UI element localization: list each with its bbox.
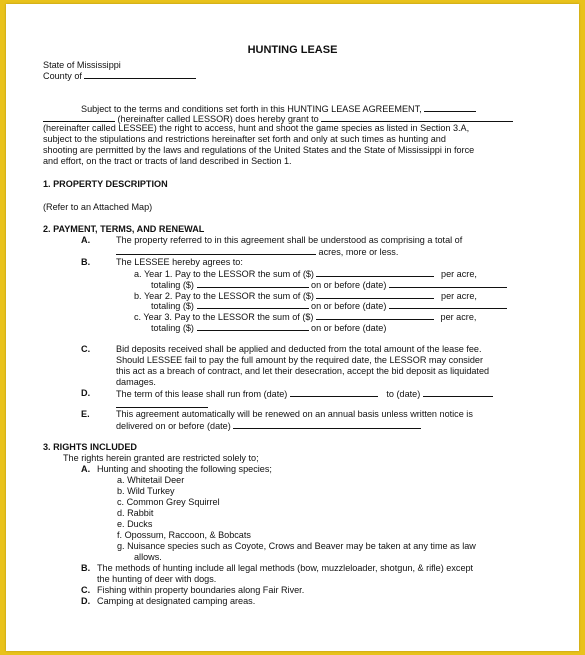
term-end-blank[interactable]	[423, 388, 493, 397]
section-2c-line-1: Bid deposits received shall be applied and deducted from the total amount of the lease fee.	[116, 344, 482, 354]
section-3a-text: Hunting and shooting the following species;	[97, 464, 272, 474]
species-item-cont: allows.	[134, 552, 162, 562]
section-3b-line-1: The methods of hunting include all legal methods (bow, muzzleloader, shotgun, & rifle) except	[97, 563, 474, 573]
species-item: d. Rabbit	[117, 508, 154, 518]
section-2a-line-2-text: acres, more or less.	[318, 247, 399, 257]
year-3-due-label: on or before (date)	[311, 323, 387, 333]
species-item: a. Whitetail Deer	[117, 475, 185, 485]
section-2d-letter: D.	[81, 388, 91, 398]
section-2d-to: to (date)	[386, 389, 421, 399]
year-2-due-blank[interactable]	[389, 300, 507, 309]
section-2a-line-1: The property referred to in this agreement shall be understood as comprising a total of	[116, 235, 463, 245]
year-2-due-label: on or before (date)	[311, 301, 387, 311]
section-3a-letter: A.	[81, 464, 91, 474]
intro-line-4: subject to the stipulations and restrictions hereinafter set forth and only at such times as hunting and	[43, 134, 446, 144]
renewal-date-blank[interactable]	[233, 420, 421, 429]
year-3-sum-blank[interactable]	[316, 311, 434, 320]
year-3-label: c. Year 3. Pay to the LESSOR the sum of ($)	[134, 312, 314, 322]
agreement-blank[interactable]	[424, 103, 476, 112]
year-2-per: per acre,	[441, 291, 477, 301]
acres-blank[interactable]	[116, 246, 316, 255]
section-2a-letter: A.	[81, 235, 91, 245]
section-1-text: (Refer to an Attached Map)	[43, 202, 153, 212]
section-3d-text: Camping at designated camping areas.	[97, 596, 256, 606]
section-3d-letter: D.	[81, 596, 91, 606]
section-2-heading: 2. PAYMENT, TERMS, AND RENEWAL	[43, 224, 205, 234]
section-3c-letter: C.	[81, 585, 91, 595]
year-2-total-label: totaling ($)	[151, 301, 194, 311]
year-1-label: a. Year 1. Pay to the LESSOR the sum of ($)	[134, 269, 314, 279]
document-title: HUNTING LEASE	[247, 44, 338, 56]
section-3-intro: The rights herein granted are restricted solely to;	[63, 453, 259, 463]
year-1-total-label: totaling ($)	[151, 280, 194, 290]
intro-line-5: shooting are permitted by the laws and regulations of the United States and the State of Mississippi in force	[43, 145, 475, 155]
intro-text-1: Subject to the terms and conditions set forth in this HUNTING LEASE AGREEMENT,	[81, 104, 422, 114]
section-2c-line-4: damages.	[116, 377, 156, 387]
section-2e-letter: E.	[81, 409, 90, 419]
section-3b-letter: B.	[81, 563, 91, 573]
section-3-heading: 3. RIGHTS INCLUDED	[43, 442, 137, 452]
section-2c-letter: C.	[81, 344, 91, 354]
document-page	[6, 4, 579, 651]
species-item: c. Common Grey Squirrel	[117, 497, 220, 507]
section-2e-line-2-text: delivered on or before (date)	[116, 421, 231, 431]
lessor-blank[interactable]	[43, 113, 115, 122]
state-line: State of Mississippi	[43, 60, 121, 70]
intro-line-6: and effort, on the tract or tracts of land described in Section 1.	[43, 156, 292, 166]
section-3c-text: Fishing within property boundaries along Fair River.	[97, 585, 305, 595]
intro-text-2: (hereinafter called LESSOR) does hereby grant to	[117, 114, 319, 124]
species-item: f. Opossum, Raccoon, & Bobcats	[117, 530, 251, 540]
species-item: g. Nuisance species such as Coyote, Crows and Beaver may be taken at any time as law	[117, 541, 476, 551]
county-label: County of	[43, 71, 82, 81]
section-3b-line-2: the hunting of deer with dogs.	[97, 574, 217, 584]
lessee-blank[interactable]	[321, 113, 513, 122]
section-2c-line-3: this act as a breach of contract, and let their desecration, accept the bid deposit as liquidated	[116, 366, 490, 376]
year-2-total-blank[interactable]	[197, 300, 309, 309]
section-2b-intro: The LESSEE hereby agrees to:	[116, 257, 243, 267]
year-3-total-row	[151, 322, 386, 334]
section-2b-letter: B.	[81, 257, 91, 267]
species-item: e. Ducks	[117, 519, 153, 529]
year-1-due-blank[interactable]	[389, 279, 507, 288]
year-3-total-blank[interactable]	[197, 322, 309, 331]
year-2-sum-blank[interactable]	[316, 290, 434, 299]
year-3-per: per acre,	[440, 312, 477, 322]
year-1-due-label: on or before (date)	[311, 280, 387, 290]
section-2e-line-1: This agreement automatically will be renewed on an annual basis unless written notice is	[116, 409, 473, 419]
county-line	[43, 70, 196, 82]
section-2c-line-2: Should LESSEE fail to pay the full amount by the required date, the LESSOR may consider	[116, 355, 483, 365]
year-2-label: b. Year 2. Pay to the LESSOR the sum of ($)	[134, 291, 314, 301]
year-1-total-blank[interactable]	[197, 279, 309, 288]
year-1-per: per acre,	[441, 269, 477, 279]
term-start-blank[interactable]	[290, 388, 378, 397]
section-2d-text: The term of this lease shall run from (date)	[116, 389, 288, 399]
year-3-total-label: totaling ($)	[151, 323, 194, 333]
intro-line-3: (hereinafter called LESSEE) the right to access, hunt and shoot the game species as listed in Section 3.A,	[43, 123, 470, 133]
section-1-heading: 1. PROPERTY DESCRIPTION	[43, 179, 168, 189]
term-end-blank-cont[interactable]	[116, 399, 208, 408]
species-item: b. Wild Turkey	[117, 486, 175, 496]
county-blank[interactable]	[84, 70, 196, 79]
year-1-sum-blank[interactable]	[316, 268, 434, 277]
section-2e-line-2	[116, 420, 421, 432]
